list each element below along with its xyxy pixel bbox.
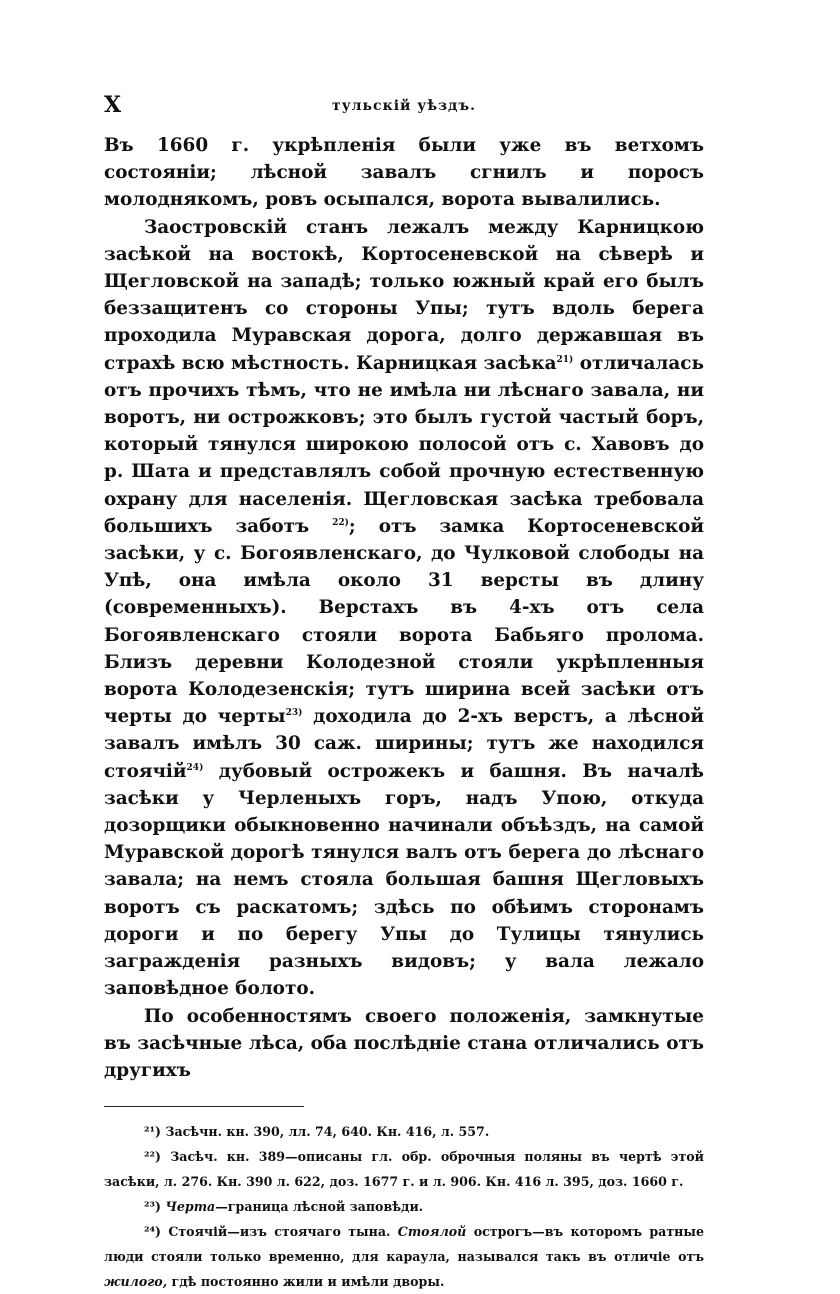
footnote-ref-24[interactable]: 24) (186, 762, 204, 773)
footnote-21: ²¹) Засѣчн. кн. 390, лл. 74, 640. Кн. 416, л. 557. (144, 1124, 490, 1140)
footnote-ref-21[interactable]: 21) (556, 354, 574, 365)
footnote-divider (104, 1106, 304, 1107)
paragraph-2: Заостровскій станъ лежалъ между Карницкою засѣкой на востокѣ, Кортосеневской на сѣверѣ и Щегловской на западѣ; только южный край его былъ беззащитенъ со стороны Упы; тутъ вдоль берега проходила Муравская дорога, долго державшая въ страхѣ всю мѣстность. Карницкая засѣка$^{21)}$ отличалась отъ прочихъ тѣмъ, что не имѣла ни лѣснаго завала, ни воротъ, ни острожковъ; это былъ густой частый боръ, который тянулся широкою полосой отъ с. Хавовъ до р. Шата и представлялъ собой прочную естественную охрану для населенія. Щегловская засѣка требовала большихъ заботъ $^{22)}$; отъ замка Кортосеневской засѣки, у с. Богоявленскаго, до Чулковой слободы на Упѣ, она имѣла около 31 версты въ длину (современныхъ). Верстахъ въ 4-хъ отъ села Богоявленскаго стояли ворота Бабьяго пролома. Близъ деревни Колодезной стояли укрѣпленныя ворота Колодезенскія; тутъ ширина всей засѣки отъ черты до черты$^{23)}$ доходила до 2-хъ верстъ, а лѣсной завалъ имѣлъ 30 саж. ширины; тутъ же находился стоячій$^{24)}$ дубовый острожекъ и башня. Въ началѣ засѣки у Черленыхъ горъ, надъ Упою, откуда дозорщики обыкновенно начинали объѣздъ, на самой Муравской дорогѣ тянулся валъ отъ берега до лѣснаго завала; на немъ стояла большая башня Щегловыхъ воротъ съ раскатомъ; здѣсь по обѣимъ сторонамъ дороги и по берегу Упы до Тулицы тянулись загражденія разныхъ видовъ; у вала лежало заповѣдное болото. (104, 216, 704, 1000)
page (104, 92, 704, 1294)
footnote-ref-23[interactable]: 23) (285, 708, 303, 719)
footnote-24: ²⁴) Стоячій—изъ стоячаго тына. Стоялой острогъ—въ которомъ ратные люди стояли только временно, для караула, назывался такъ въ отличіе отъ жилого, гдѣ постоянно жили и имѣли дворы. (104, 1224, 704, 1290)
footnote-ref-22[interactable]: 22) (332, 517, 349, 528)
body-text (104, 132, 704, 1084)
footnotes (104, 1119, 704, 1294)
paragraph-1: Въ 1660 г. укрѣпленія были уже въ ветхомъ состояніи; лѣсной завалъ сгнилъ и поросъ молоднякомъ, ровъ осыпался, ворота вывалились. (104, 135, 704, 211)
running-head: тульскій уѣздъ. (332, 98, 476, 114)
page-header (104, 92, 704, 122)
footnote-22: ²²) Засѣч. кн. 389—описаны гл. обр. оброчныя поляны въ чертѣ этой засѣки, л. 276. Кн. 390 л. 622, доз. 1677 г. и л. 906. Кн. 416 л. 395, доз. 1660 г. (104, 1149, 704, 1190)
page-number: X (104, 92, 122, 118)
footnote-23: ²³) Черта—граница лѣсной заповѣди. (144, 1199, 424, 1215)
paragraph-3: По особенностямъ своего положенія, замкнутые въ засѣчные лѣса, оба послѣдніе стана отличались отъ другихъ (104, 1005, 704, 1081)
